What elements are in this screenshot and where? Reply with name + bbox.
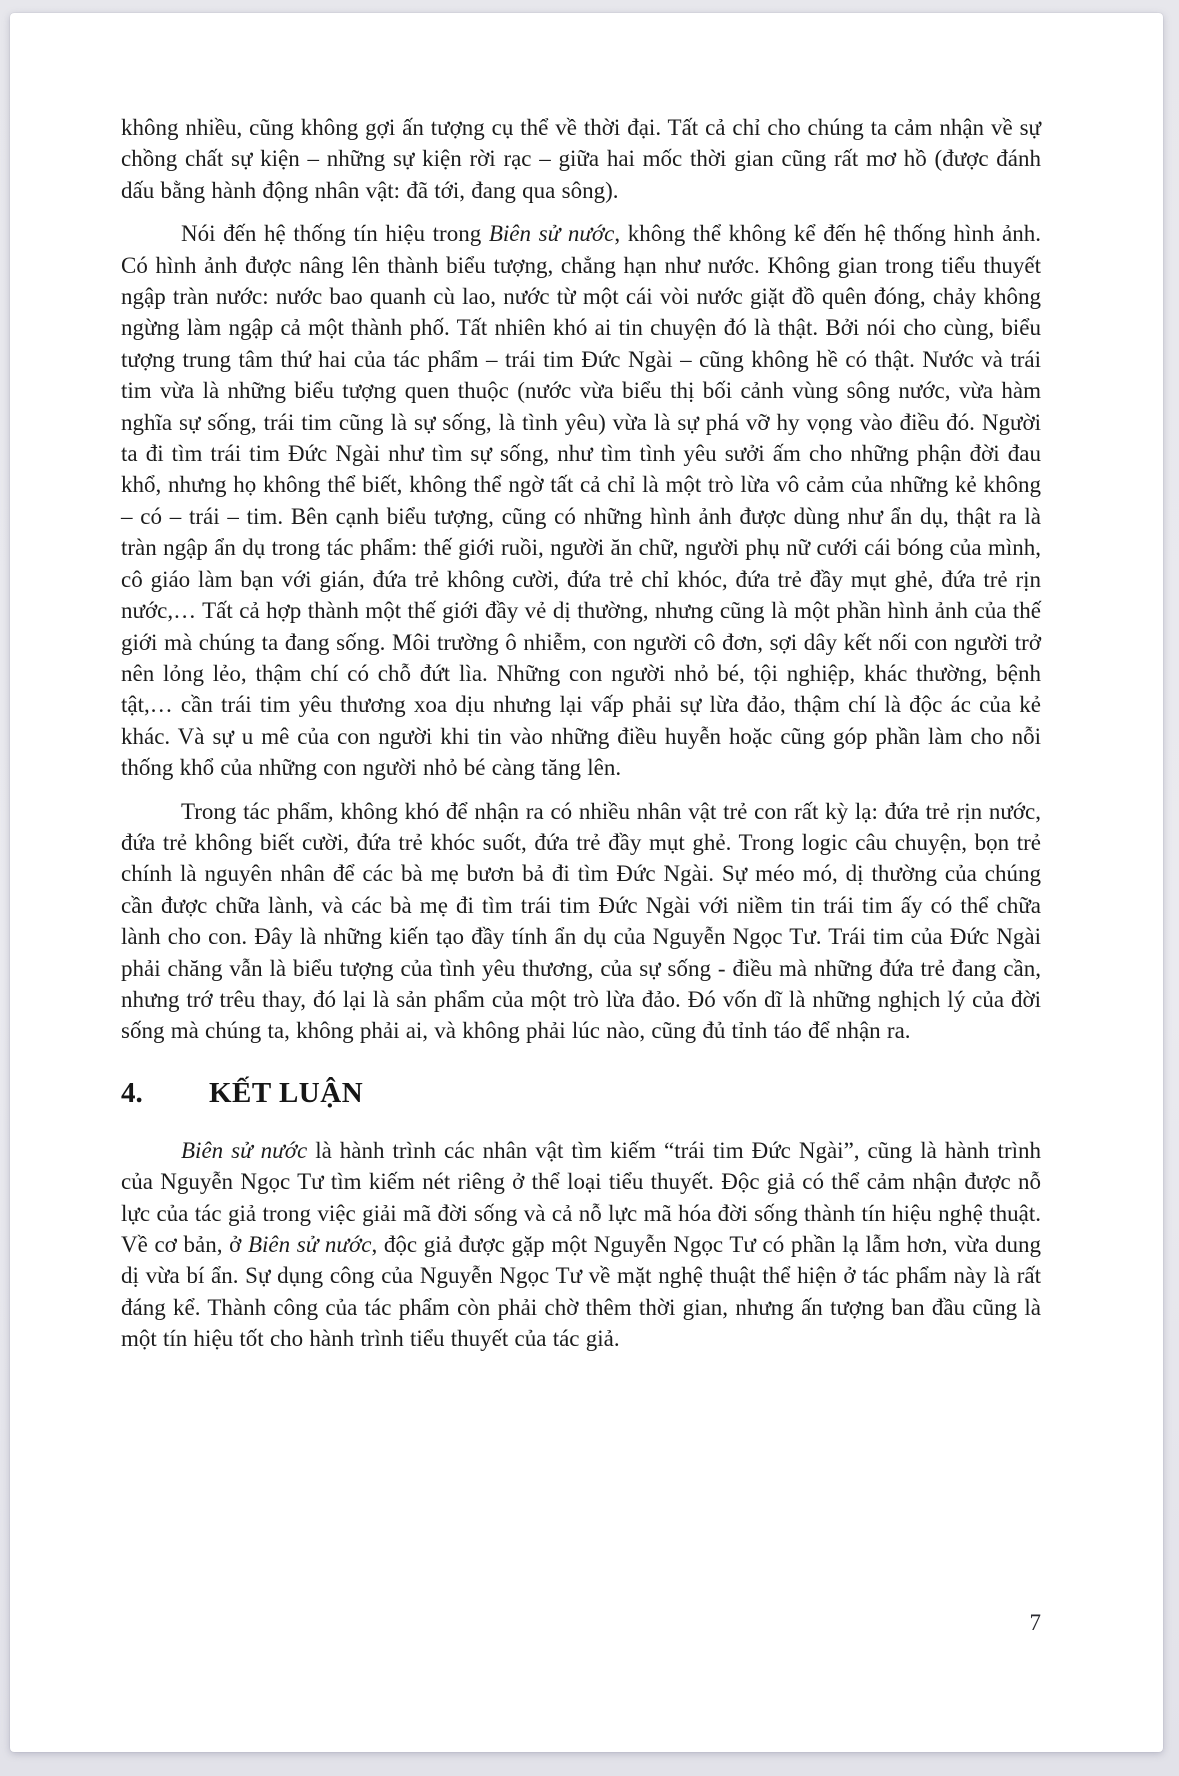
text-run: Nói đến hệ thống tín hiệu trong — [181, 221, 489, 247]
text-run: không nhiều, cũng không gợi ấn tượng cụ thể về thời đại. Tất cả chỉ cho chúng ta cảm nhận về sự chồng chất sự kiện – những sự kiện rời rạc – giữa hai mốc thời gian cũng rất mơ hồ (được đánh dấu bằng hành động nhân vật: đã tới, đang qua sông). — [121, 115, 1041, 203]
document-page — [10, 13, 1163, 1752]
section-heading-number: 4. — [121, 1076, 143, 1109]
paragraph — [121, 1135, 1041, 1355]
page-number: 7 — [1029, 1610, 1041, 1635]
text-run: , độc giả được gặp một Nguyễn Ngọc Tư có phần lạ lẫm hơn, vừa dung dị vừa bí ẩn. Sự dụng công của Nguyễn Ngọc Tư về mặt nghệ thuật thể hiện ở tác phẩm này là rất đáng kể. Thành công của tác phẩm còn phải chờ thêm thời gian, nhưng ấn tượng ban đầu cũng là một tín hiệu tốt cho hành trình tiểu thuyết của tác giả. — [121, 1232, 1042, 1352]
section-heading-title: KẾT LUẬN — [209, 1076, 364, 1109]
text-run: Trong tác phẩm, không khó để nhận ra có nhiều nhân vật trẻ con rất kỳ lạ: đứa trẻ rịn nước, đứa trẻ không biết cười, đứa trẻ khóc suốt, đứa trẻ đầy mụt ghẻ. Trong logic câu chuyện, bọn trẻ chính là nguyên nhân để các bà mẹ bươn bả đi tìm Đức Ngài. Sự méo mó, dị thường của chúng cần được chữa lành, và các bà mẹ đi tìm trái tim Đức Ngài với niềm tin trái tim ấy có thể chữa lành cho con. Đây là những kiến tạo đầy tính ẩn dụ của Nguyễn Ngọc Tư. Trái tim của Đức Ngài phải chăng vẫn là biểu tượng của tình yêu thương, của sự sống - điều mà những đứa trẻ đang cần, nhưng trớ trêu thay, đó lại là sản phẩm của một trò lừa đảo. Đó vốn dĩ là những nghịch lý của đời sống mà chúng ta, không phải ai, và không phải lúc nào, cũng đủ tỉnh táo để nhận ra. — [121, 798, 1041, 1044]
italic-text-run: Biên sử nước — [181, 1137, 308, 1163]
italic-text-run: Biên sử nước — [488, 221, 615, 247]
text-run: , không thể không kể đến hệ thống hình ảnh. Có hình ảnh được nâng lên thành biểu tượng, chẳng hạn như nước. Không gian trong tiểu thuyết ngập tràn nước: nước bao quanh cù lao, nước từ một cái vòi nước giặt đồ quên đóng, chảy không ngừng làm ngập cả một thành phố. Tất nhiên khó ai tin chuyện đó là thật. Bởi nói cho cùng, biểu tượng trung tâm thứ hai của tác phẩm – trái tim Đức Ngài – cũng không hề có thật. Nước và trái tim vừa là những biểu tượng quen thuộc (nước vừa biểu thị bối cảnh vùng sông nước, vừa hàm nghĩa sự sống, trái tim cũng là sự sống, là tình yêu) vừa là sự phá vỡ hy vọng vào điều đó. Người ta đi tìm trái tim Đức Ngài như tìm sự sống, như tìm tình yêu sưởi ấm cho những phận đời đau khổ, nhưng họ không thể biết, không thể ngờ tất cả chỉ là một trò lừa vô cảm của những kẻ không – có – trái – tim. Bên cạnh biểu tượng, cũng có những hình ảnh được dùng như ẩn dụ, thật ra là tràn ngập ẩn dụ trong tác phẩm: thế giới ruồi, người ăn chữ, người phụ nữ cưới cái bóng của mình, cô giáo làm bạn với gián, đứa trẻ không cười, đứa trẻ chỉ khóc, đứa trẻ đầy mụt ghẻ, đứa trẻ rịn nước,… Tất cả hợp thành một thế giới đầy vẻ dị thường, nhưng cũng là một phần hình ảnh của thế giới mà chúng ta đang sống. Môi trường ô nhiễm, con người cô đơn, sợi dây kết nối con người trở nên lỏng lẻo, thậm chí có chỗ đứt lìa. Những con người nhỏ bé, tội nghiệp, khác thường, bệnh tật,… cần trái tim yêu thương xoa dịu nhưng lại vấp phải sự lừa đảo, thậm chí là độc ác của kẻ khác. Và sự u mê của con người khi tin vào những điều huyễn hoặc cũng góp phần làm cho nỗi thống khổ của những con người nhỏ bé càng tăng lên. — [121, 221, 1042, 781]
paragraph — [121, 112, 1041, 206]
text-run: là hành trình các nhân vật tìm kiếm “trái tim Đức Ngài”, cũng là hành trình của Nguyễn Ngọc Tư tìm kiếm nét riêng ở thể loại tiểu thuyết. Độc giả có thể cảm nhận được nỗ lực của tác giả trong việc giải mã đời sống và cả nỗ lực mã hóa đời sống thành tín hiệu nghệ thuật. Về cơ bản, ở — [121, 1137, 1042, 1257]
paragraph — [121, 218, 1041, 783]
document-body — [121, 112, 1041, 1367]
paragraph — [121, 796, 1041, 1047]
italic-text-run: Biên sử nước — [247, 1232, 372, 1257]
paragraphs-before-heading — [121, 112, 1041, 1047]
section-heading — [121, 1076, 1041, 1110]
paragraphs-after-heading — [121, 1135, 1041, 1355]
